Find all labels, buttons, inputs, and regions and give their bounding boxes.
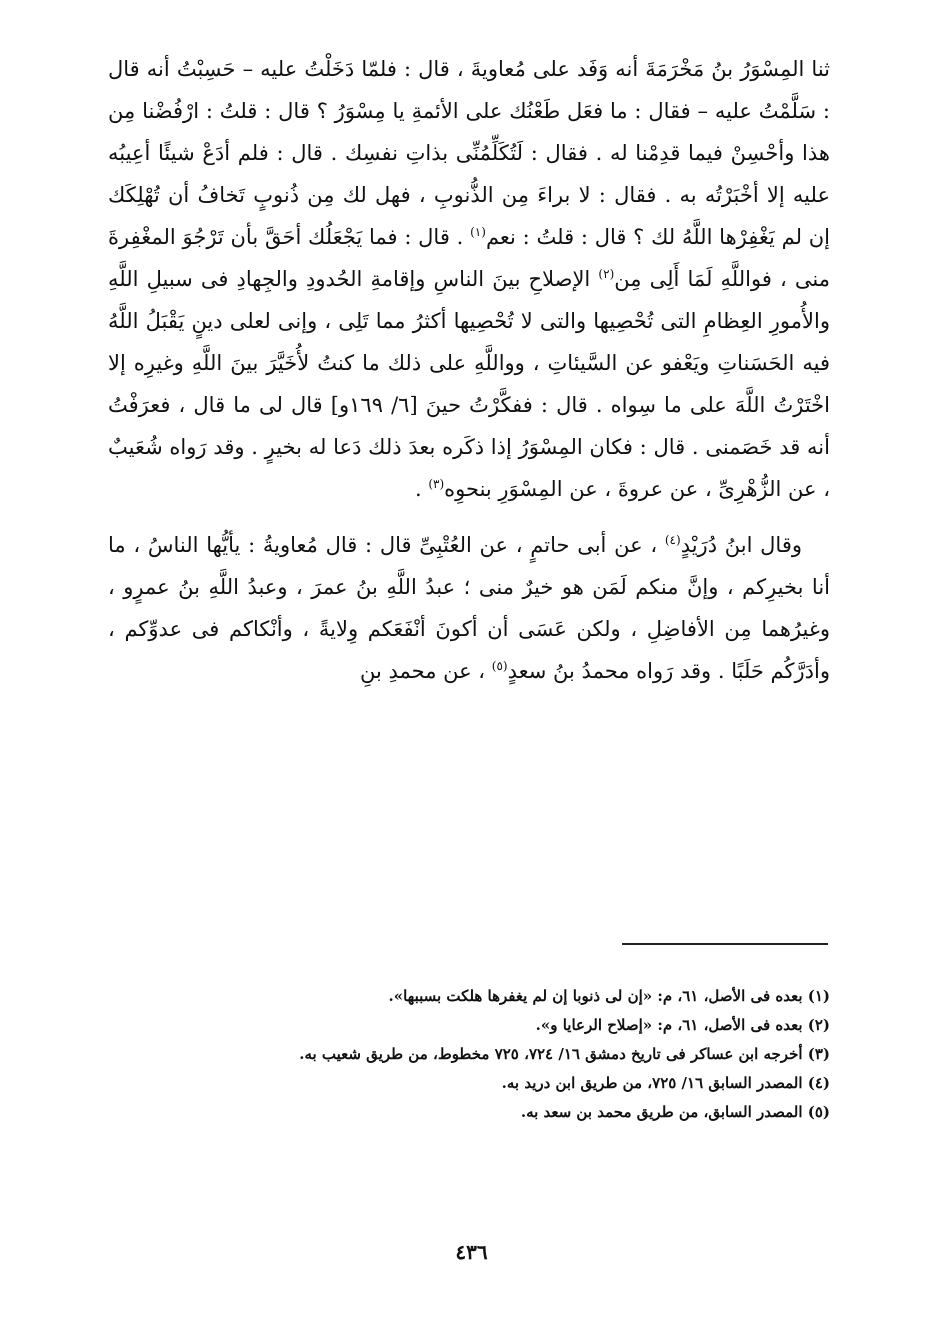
text-run: وقال ابنُ دُرَيْدٍ <box>680 533 802 557</box>
text-run: . <box>414 477 422 501</box>
footnote-5: (٥) المصدر السابق، من طريق محمد بن سعد به. <box>520 1103 830 1121</box>
paragraph-mu-awiya-miswar <box>108 48 830 510</box>
footnote-4: (٤) المصدر السابق ١٦/ ٧٢٥، من طريق ابن دريد به. <box>501 1074 830 1092</box>
text-run: ، عن محمدِ بنِ <box>359 659 486 683</box>
footnote-marker: (٥) <box>491 659 508 673</box>
footnote-marker: (٤) <box>664 533 681 547</box>
footnote-2: (٢) بعده فى الأصل، ٦١، م: «إصلاح الرعايا و». <box>535 1016 830 1034</box>
footnote-marker: (٣) <box>428 477 445 491</box>
paragraph-ibn-durayd <box>108 524 830 692</box>
footnote-1: (١) بعده فى الأصل، ٦١، م: «إن لى ذنوبا إن لم يغفرها هلكت بسببها». <box>388 987 830 1005</box>
text-run: ، عن أبى حاتمٍ ، عن العُتْبِىِّ قال : قال مُعاويةُ : يأيُّها الناسُ ، ما أنا بخيرِكم ، وإنَّ منكم لَمَن هو خيرٌ منى ؛ عبدُ اللَّهِ بنُ عمرَ ، وعبدُ اللَّهِ بنُ عمرٍو ، وغيرُهما مِن الأفاضِلِ ، ولكن عَسَى أن أكونَ أنْفَعَكم وِلايةً ، وأنْكاكم فى عدوِّكم ، وأدَرَّكُم حَلَبًا . وقد رَواه محمدُ بنُ سعدٍ <box>108 533 830 683</box>
main-text <box>108 48 830 692</box>
footnote-separator <box>622 943 828 945</box>
text-run: الإصلاحِ بينَ الناسِ وإقامةِ الحُدودِ والجِهادِ فى سبيلِ اللَّهِ والأُمورِ العِظامِ التى تُحْصِيها والتى لا تُحْصِيها أكثرُ مما تَلِى ، وإنى لعلى دينٍ يَقْبَلُ اللَّهُ فيه الحَسَناتِ ويَعْفو عن السَّيئاتِ ، وواللَّهِ على ذلك ما كنتُ لأُخَيَّرَ بينَ اللَّهِ وغيرِه إلا اخْتَرْتُ اللَّهَ على ما سِواه . قال : ففكَّرْتُ حينَ [٦/ ١٦٩و] قال لى ما قال ، فعرَفْتُ أنه قد خَصَمنى . قال : فكان المِسْوَرُ إذا ذكَره بعدَ ذلك دَعا له بخيرٍ . وقد رَواه شُعَيبٌ ، عن الزُّهْرِىِّ ، عن عروةَ ، عن المِسْوَرِ بنحوِه <box>108 267 830 501</box>
footnotes <box>108 982 830 1127</box>
text-run: . قال : فما يَجْعَلُك أحَقَّ بأن تَرْجُوَ المغْفِرةَ منى ، فواللَّهِ لَمَا أَلِى مِن <box>108 225 830 291</box>
page-number: ٤٣٦ <box>455 1240 488 1264</box>
footnote-3: (٣) أخرجه ابن عساكر فى تاريخ دمشق ١٦/ ٧٢٤، ٧٢٥ مخطوط، من طريق شعيب به. <box>299 1045 830 1063</box>
text-run: ثنا المِسْوَرُ بنُ مَخْرَمَةَ أنه وَفَد على مُعاويةَ ، قال : فلمّا دَخَلْتُ عليه – حَسِبْتُ أنه قال : سَلَّمْتُ عليه – فقال : ما فعَل طَعْنُك على الأئمةِ يا مِسْوَرُ ؟ قال : قلتُ : ارْفُضْنا مِن هذا وأحْسِنْ فيما قدِمْنا له . فقال : لَتُكَلِّمُنِّى بذاتِ نفسِك . قال : فلم أدَعْ شيئًا أعِيبُه عليه إلا أخْبَرْتُه به . فقال : لا براءَ مِن الذُّنوبِ ، فهل لك مِن ذُنوبٍ تَخافُ أن تُهْلِكَك إن لم يَغْفِرْها اللَّهُ لك ؟ قال : قلتُ : نعم <box>108 57 830 249</box>
footnote-marker: (٢) <box>598 267 615 281</box>
footnote-marker: (١) <box>470 225 486 239</box>
